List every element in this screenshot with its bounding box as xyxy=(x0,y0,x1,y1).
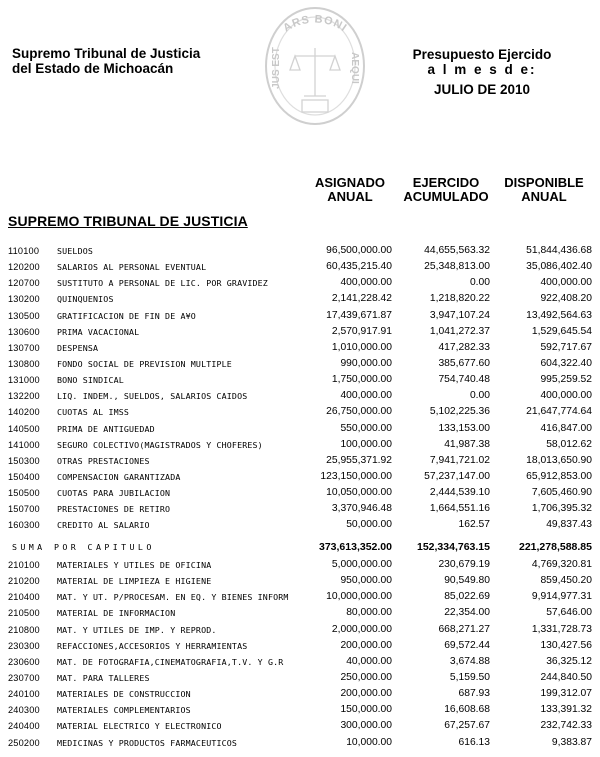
row-disponible: 1,529,645.54 xyxy=(531,325,592,337)
column-header-ejercido xyxy=(396,176,496,203)
row-code: 230600 xyxy=(8,656,40,667)
table-row xyxy=(0,686,600,702)
report-title-line-2: a l m e s d e: xyxy=(427,61,537,77)
table-row xyxy=(0,421,600,437)
row-ejercido: 69,572.44 xyxy=(444,639,490,651)
row-concept: MATERIAL DE INFORMACION xyxy=(57,608,176,619)
row-disponible: 1,706,395.32 xyxy=(531,503,592,515)
row-concept: MATERIALES COMPLEMENTARIOS xyxy=(57,705,191,716)
column-header-asignado-line-2: ANUAL xyxy=(327,188,373,204)
row-ejercido: 230,679.19 xyxy=(438,559,490,570)
row-ejercido: 687.93 xyxy=(458,688,490,700)
row-code: 120200 xyxy=(8,262,40,273)
seal-top-text: ARS BONI xyxy=(281,13,350,35)
row-code: 130600 xyxy=(8,326,40,337)
table-row xyxy=(0,356,600,372)
row-code: 141000 xyxy=(8,439,40,450)
row-code: 150700 xyxy=(8,504,40,515)
row-disponible: 133,391.32 xyxy=(540,704,592,716)
row-asignado: 96,500,000.00 xyxy=(326,245,392,256)
row-asignado: 80,000.00 xyxy=(346,607,392,619)
row-disponible: 232,742.33 xyxy=(540,720,592,732)
row-disponible: 18,013,650.90 xyxy=(526,454,592,466)
row-ejercido: 16,608.68 xyxy=(444,704,490,716)
row-code: 240300 xyxy=(8,705,40,716)
section-title: SUPREMO TRIBUNAL DE JUSTICIA xyxy=(8,213,248,229)
row-concept: OTRAS PRESTACIONES xyxy=(57,455,150,466)
row-concept: GRATIFICACION DE FIN DE A¥O xyxy=(57,310,196,321)
row-concept: FONDO SOCIAL DE PREVISION MULTIPLE xyxy=(57,358,232,369)
row-concept: MATERIALES Y UTILES DE OFICINA xyxy=(57,560,212,570)
row-ejercido: 85,022.69 xyxy=(444,591,490,603)
column-header-asignado xyxy=(308,176,392,203)
row-asignado: 2,570,917.91 xyxy=(331,325,392,337)
row-concept: SUSTITUTO A PERSONAL DE LIC. POR GRAVIDEZ xyxy=(57,278,268,289)
row-code: 230700 xyxy=(8,672,40,683)
row-asignado: 40,000.00 xyxy=(346,655,392,667)
row-code: 132200 xyxy=(8,391,40,402)
row-ejercido: 754,740.48 xyxy=(438,374,490,386)
row-concept: MAT. PARA TALLERES xyxy=(57,672,150,683)
row-ejercido: 67,257.67 xyxy=(444,720,490,732)
table-row xyxy=(0,243,600,259)
chapter-subtotal-row xyxy=(0,537,600,557)
table-row xyxy=(0,324,600,340)
row-code: 210200 xyxy=(8,576,40,587)
table-row xyxy=(0,453,600,469)
row-ejercido: 162.57 xyxy=(458,519,490,531)
row-disponible: 36,325.12 xyxy=(546,655,592,667)
row-disponible: 49,837.43 xyxy=(546,519,592,531)
row-concept: PRIMA VACACIONAL xyxy=(57,326,140,337)
table-row xyxy=(0,291,600,307)
row-asignado: 150,000.00 xyxy=(340,704,392,716)
row-concept: SEGURO COLECTIVO(MAGISTRADOS Y CHOFERES) xyxy=(57,439,263,450)
row-code: 130500 xyxy=(8,310,40,321)
row-concept: CUOTAS AL IMSS xyxy=(57,407,130,418)
row-asignado: 400,000.00 xyxy=(340,390,392,402)
row-asignado: 50,000.00 xyxy=(346,519,392,531)
row-ejercido: 668,271.27 xyxy=(438,623,490,635)
row-code: 210100 xyxy=(8,560,40,570)
court-seal-watermark xyxy=(262,4,368,134)
table-row xyxy=(0,557,600,573)
column-header-ejercido-line-2: ACUMULADO xyxy=(403,188,489,204)
row-concept: MEDICINAS Y PRODUCTOS FARMACEUTICOS xyxy=(57,737,238,748)
table-row xyxy=(0,517,600,533)
row-asignado: 200,000.00 xyxy=(340,688,392,700)
row-asignado: 990,000.00 xyxy=(340,357,392,369)
row-concept: PRIMA DE ANTIGUEDAD xyxy=(57,423,155,434)
table-row xyxy=(0,404,600,420)
row-ejercido: 0.00 xyxy=(469,390,490,402)
table-row xyxy=(0,372,600,388)
table-row xyxy=(0,654,600,670)
row-concept: CUOTAS PARA JUBILACION xyxy=(57,488,171,499)
row-ejercido: 3,947,107.24 xyxy=(429,309,490,321)
row-disponible: 400,000.00 xyxy=(540,277,592,289)
row-disponible: 130,427.56 xyxy=(540,639,592,651)
table-row xyxy=(0,275,600,291)
report-title xyxy=(402,48,562,98)
table-row xyxy=(0,388,600,404)
row-disponible: 995,259.52 xyxy=(540,374,592,386)
subtotal-disponible: 221,278,588.85 xyxy=(519,541,592,553)
row-concept: REFACCIONES,ACCESORIOS Y HERRAMIENTAS xyxy=(57,640,248,651)
row-asignado: 10,050,000.00 xyxy=(326,487,392,499)
seal-right-text: AEQUI xyxy=(349,52,360,84)
row-asignado: 10,000,000.00 xyxy=(326,591,392,603)
seal-icon xyxy=(262,4,368,134)
table-row xyxy=(0,308,600,324)
row-disponible: 859,450.20 xyxy=(540,575,592,587)
subtotal-asignado: 373,613,352.00 xyxy=(319,541,392,553)
table-row xyxy=(0,469,600,485)
row-disponible: 4,769,320.81 xyxy=(531,559,592,570)
row-asignado: 17,439,671.87 xyxy=(326,309,392,321)
row-ejercido: 41,987.38 xyxy=(444,438,490,450)
row-code: 160300 xyxy=(8,520,40,531)
row-code: 150300 xyxy=(8,455,40,466)
row-asignado: 250,000.00 xyxy=(340,671,392,683)
row-code: 130700 xyxy=(8,342,40,353)
row-disponible: 35,086,402.40 xyxy=(526,261,592,273)
row-disponible: 57,646.00 xyxy=(546,607,592,619)
row-ejercido: 1,664,551.16 xyxy=(429,503,490,515)
column-header-disponible-line-2: ANUAL xyxy=(521,188,567,204)
column-header-disponible-line-1: DISPONIBLE xyxy=(504,175,584,190)
table-row xyxy=(0,735,600,751)
row-asignado: 10,000.00 xyxy=(346,736,392,748)
row-concept: CREDITO AL SALARIO xyxy=(57,520,150,531)
row-ejercido: 22,354.00 xyxy=(444,607,490,619)
row-ejercido: 7,941,721.02 xyxy=(429,454,490,466)
row-code: 140200 xyxy=(8,407,40,418)
row-concept: MATERIAL ELECTRICO Y ELECTRONICO xyxy=(57,721,222,732)
row-asignado: 950,000.00 xyxy=(340,575,392,587)
row-disponible: 922,408.20 xyxy=(540,293,592,305)
table-row xyxy=(0,718,600,734)
row-asignado: 1,750,000.00 xyxy=(331,374,392,386)
row-disponible: 7,605,460.90 xyxy=(531,487,592,499)
table-row xyxy=(0,589,600,605)
row-asignado: 26,750,000.00 xyxy=(326,406,392,418)
row-code: 110100 xyxy=(8,246,40,256)
budget-table-chapter-1 xyxy=(0,243,600,534)
row-disponible: 58,012.62 xyxy=(546,438,592,450)
row-code: 131000 xyxy=(8,375,40,386)
row-concept: SUELDOS xyxy=(57,246,94,256)
column-header-disponible xyxy=(494,176,594,203)
row-concept: COMPENSACION GARANTIZADA xyxy=(57,471,181,482)
row-ejercido: 90,549.80 xyxy=(444,575,490,587)
row-asignado: 200,000.00 xyxy=(340,639,392,651)
row-disponible: 244,840.50 xyxy=(540,671,592,683)
row-code: 210400 xyxy=(8,592,40,603)
row-asignado: 5,000,000.00 xyxy=(331,559,392,570)
row-concept: QUINQUENIOS xyxy=(57,294,114,305)
row-code: 140500 xyxy=(8,423,40,434)
row-asignado: 100,000.00 xyxy=(340,438,392,450)
row-ejercido: 44,655,563.32 xyxy=(424,245,490,256)
row-disponible: 9,914,977.31 xyxy=(531,591,592,603)
row-code: 150400 xyxy=(8,471,40,482)
table-row xyxy=(0,501,600,517)
row-concept: MAT. Y UTILES DE IMP. Y REPROD. xyxy=(57,624,217,635)
row-disponible: 51,844,436.68 xyxy=(526,245,592,256)
row-disponible: 199,312.07 xyxy=(540,688,592,700)
row-asignado: 2,000,000.00 xyxy=(331,623,392,635)
row-code: 210800 xyxy=(8,624,40,635)
table-row xyxy=(0,573,600,589)
row-disponible: 400,000.00 xyxy=(540,390,592,402)
row-code: 230300 xyxy=(8,640,40,651)
org-line-2: del Estado de Michoacán xyxy=(12,61,174,76)
row-ejercido: 1,218,820.22 xyxy=(429,293,490,305)
organization-name xyxy=(12,46,200,76)
table-row xyxy=(0,485,600,501)
row-ejercido: 3,674.88 xyxy=(449,655,490,667)
row-asignado: 300,000.00 xyxy=(340,720,392,732)
table-row xyxy=(0,605,600,621)
column-header-asignado-line-1: ASIGNADO xyxy=(314,175,386,190)
row-code: 130800 xyxy=(8,358,40,369)
row-ejercido: 133,153.00 xyxy=(438,422,490,434)
report-title-line-1: Presupuesto Ejercido xyxy=(412,47,552,62)
row-disponible: 9,383.87 xyxy=(551,736,592,748)
row-asignado: 2,141,228.42 xyxy=(331,293,392,305)
svg-text:ARS BONI xyxy=(281,13,349,34)
row-concept: MAT. DE FOTOGRAFIA,CINEMATOGRAFIA,T.V. Y G.R xyxy=(57,656,284,667)
row-code: 150500 xyxy=(8,488,40,499)
row-ejercido: 1,041,272.37 xyxy=(429,325,490,337)
row-concept: SALARIOS AL PERSONAL EVENTUAL xyxy=(57,262,207,273)
row-ejercido: 385,677.60 xyxy=(438,357,490,369)
column-header-ejercido-line-1: EJERCIDO xyxy=(412,175,480,190)
table-row xyxy=(0,437,600,453)
subtotal-ejercido: 152,334,763.15 xyxy=(417,541,490,553)
seal-left-text: JUS EST xyxy=(271,47,282,89)
table-row xyxy=(0,702,600,718)
org-line-1: Supremo Tribunal de Justicia xyxy=(12,46,201,61)
row-disponible: 604,322.40 xyxy=(540,357,592,369)
row-ejercido: 5,102,225.36 xyxy=(429,406,490,418)
table-row xyxy=(0,670,600,686)
row-concept: MATERIALES DE CONSTRUCCION xyxy=(57,689,191,700)
row-concept: DESPENSA xyxy=(57,342,99,353)
row-ejercido: 417,282.33 xyxy=(438,341,490,353)
row-concept: MAT. Y UT. P/PROCESAM. EN EQ. Y BIENES INFORM xyxy=(57,592,289,603)
row-concept: PRESTACIONES DE RETIRO xyxy=(57,504,171,515)
row-concept: MATERIAL DE LIMPIEZA E HIGIENE xyxy=(57,576,212,587)
report-period: JULIO DE 2010 xyxy=(433,82,531,97)
row-code: 250200 xyxy=(8,737,40,748)
row-code: 240100 xyxy=(8,689,40,700)
table-row xyxy=(0,638,600,654)
subtotal-label: SUMA POR CAPITULO xyxy=(12,542,155,552)
table-row xyxy=(0,340,600,356)
row-concept: LIQ. INDEM., SUELDOS, SALARIOS CAIDOS xyxy=(57,391,248,402)
row-code: 120700 xyxy=(8,278,40,289)
row-code: 210500 xyxy=(8,608,40,619)
row-disponible: 592,717.67 xyxy=(540,341,592,353)
row-ejercido: 616.13 xyxy=(458,736,490,748)
row-ejercido: 5,159.50 xyxy=(449,671,490,683)
row-disponible: 1,331,728.73 xyxy=(531,623,592,635)
row-ejercido: 57,237,147.00 xyxy=(424,470,490,482)
table-row xyxy=(0,259,600,275)
row-asignado: 400,000.00 xyxy=(340,277,392,289)
row-disponible: 13,492,564.63 xyxy=(526,309,592,321)
row-disponible: 21,647,774.64 xyxy=(526,406,592,418)
row-asignado: 123,150,000.00 xyxy=(320,470,392,482)
row-asignado: 60,435,215.40 xyxy=(326,261,392,273)
table-row xyxy=(0,622,600,638)
row-ejercido: 25,348,813.00 xyxy=(424,261,490,273)
row-asignado: 1,010,000.00 xyxy=(331,341,392,353)
row-ejercido: 2,444,539.10 xyxy=(429,487,490,499)
row-disponible: 416,847.00 xyxy=(540,422,592,434)
row-asignado: 3,370,946.48 xyxy=(331,503,392,515)
row-code: 130200 xyxy=(8,294,40,305)
row-asignado: 550,000.00 xyxy=(340,422,392,434)
row-asignado: 25,955,371.92 xyxy=(326,454,392,466)
row-concept: BONO SINDICAL xyxy=(57,375,124,386)
row-ejercido: 0.00 xyxy=(469,277,490,289)
budget-table-chapter-2 xyxy=(0,557,600,751)
row-disponible: 65,912,853.00 xyxy=(526,470,592,482)
row-code: 240400 xyxy=(8,721,40,732)
